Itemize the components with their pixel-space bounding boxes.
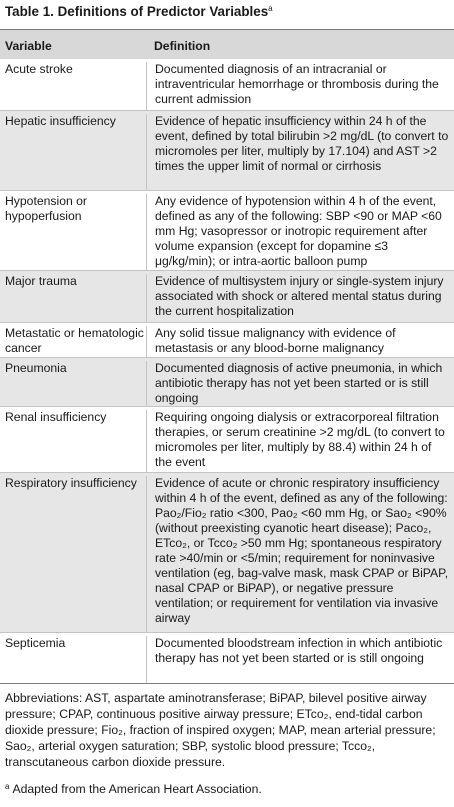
table-row (0, 407, 454, 473)
column-header-definition: Definition (154, 39, 211, 53)
table-row (0, 633, 454, 683)
definition-cell: Requiring ongoing dialysis or extracorporeal filtration therapies, or serum creatinine >2 mg/dL (to convert to micromoles per liter, multiply by 88.4) within 24 h of the event (146, 410, 454, 472)
definition-cell: Documented diagnosis of an intracranial or intraventricular hemorrhage or thrombosis during the current admission (146, 62, 454, 110)
definition-cell: Any solid tissue malignancy with evidence of metastasis or any blood-borne malignancy (146, 326, 454, 357)
table-row (0, 358, 454, 407)
variable-cell: Septicemia (5, 636, 66, 650)
footnote-mark: a (5, 782, 10, 791)
variable-cell: Pneumonia (5, 361, 67, 375)
definition-cell: Documented bloodstream infection in which antibiotic therapy has not yet been started or is still ongoing (146, 636, 454, 683)
definition-cell: Evidence of acute or chronic respiratory insufficiency within 4 h of the event, defined as any of the following: Pao₂/Fio₂ ratio <300, Pao₂ <60 mm Hg, or Sao₂ <90% (without preexisting cyanotic heart disease); Paco₂, ETco₂, or Tcco₂ >50 mm Hg; spontaneous respiratory rate >40/min or <5/min; requirement for noninvasive ventilation (eg, bag-valve mask, mask CPAP or BiPAP, nasal CPAP or BiPAP), or negative pressure ventilation; or requirement for ventilation via invasive airway (146, 476, 454, 632)
variable-cell: Hepatic insufficiency (5, 114, 116, 128)
table-row (0, 323, 454, 358)
table-row (0, 271, 454, 323)
table-row (0, 191, 454, 271)
table-footer (0, 683, 454, 797)
table-row (0, 111, 454, 191)
table-title-text: Table 1. Definitions of Predictor Variables (5, 4, 269, 19)
definition-cell: Evidence of hepatic insufficiency within 24 h of the event, defined by total bilirubin >2 mg/dL (to convert to micromoles per liter, multiply by 17.104) and AST >2 times the upper limit of normal or cirrhosis (146, 114, 454, 190)
title-footnote-mark: a (268, 4, 273, 13)
variable-cell: Major trauma (5, 274, 77, 288)
variable-cell: Renal insufficiency (5, 410, 107, 424)
table-row (0, 59, 454, 111)
footnote-text: Adapted from the American Heart Association. (12, 782, 262, 796)
variable-cell: Respiratory insufficiency (5, 476, 137, 490)
variable-cell: Hypotension or hypoperfusion (5, 194, 87, 223)
table-body (0, 59, 454, 683)
column-header-variable: Variable (5, 39, 52, 53)
table-header-row (0, 30, 454, 59)
variable-cell: Metastatic or hematologic cancer (5, 326, 144, 355)
definition-cell: Any evidence of hypotension within 4 h of the event, defined as any of the following: SBP <90 or MAP <60 mm Hg; vasopressor or inotropic requirement after volume expansion (except for dopamine ≤3 μg/kg/min); or intra-aortic balloon pump (146, 194, 454, 270)
definition-cell: Documented diagnosis of active pneumonia, in which antibiotic therapy has not yet been started or is still ongoing (146, 361, 454, 406)
footnote (5, 779, 450, 797)
abbreviations-note: Abbreviations: AST, aspartate aminotransferase; BiPAP, bilevel positive airway pressure; CPAP, continuous positive airway pressure; ETco₂, end-tidal carbon dioxide pressure; Fio₂, fraction of inspired oxygen; MAP, mean arterial pressure; Sao₂, arterial oxygen saturation; SBP, systolic blood pressure; Tcco₂, transcutaneous carbon dioxide pressure. (5, 691, 436, 769)
variable-cell: Acute stroke (5, 62, 73, 76)
table-row (0, 473, 454, 633)
definition-cell: Evidence of multisystem injury or single-system injury associated with shock or altered mental status during the current hospitalization (146, 274, 454, 322)
table-title (0, 0, 454, 30)
